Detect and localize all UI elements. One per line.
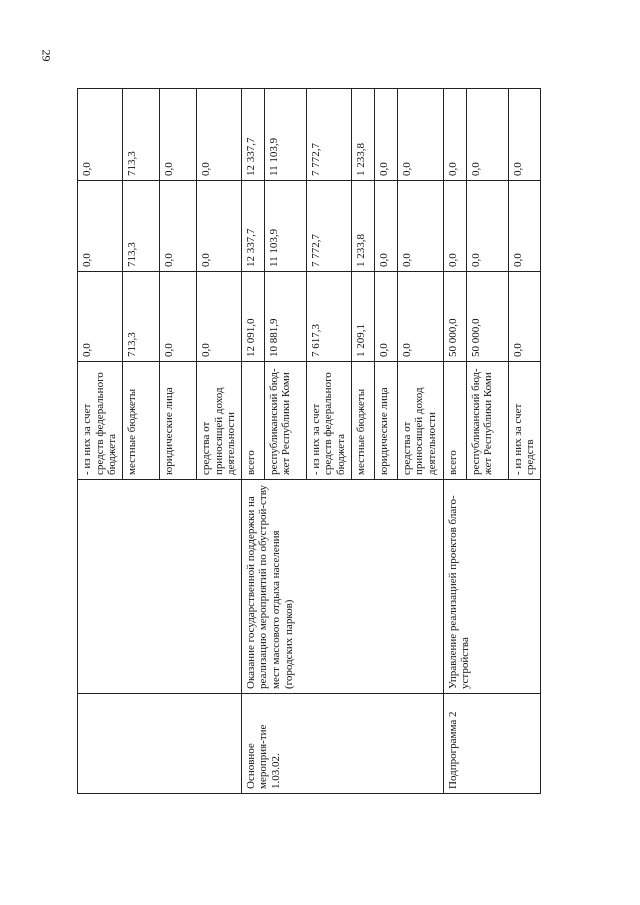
- source-cell: республиканский бюд-жет Республики Коми: [466, 362, 508, 480]
- source-cell: всего: [241, 362, 264, 480]
- source-cell: всего: [443, 362, 466, 480]
- page-number: 29: [39, 49, 54, 62]
- value-cell: 713,3: [122, 272, 159, 362]
- value-cell: 0,0: [374, 89, 397, 181]
- program-cell: Основное мероприя-тие 1.03.02.: [241, 694, 443, 794]
- value-cell: 50 000,0: [443, 272, 466, 362]
- value-cell: 0,0: [159, 181, 196, 272]
- value-cell: 0,0: [196, 181, 241, 272]
- value-cell: 1 233,8: [351, 181, 374, 272]
- value-cell: 0,0: [78, 272, 123, 362]
- table-row: [241, 89, 264, 794]
- value-cell: 0,0: [508, 181, 540, 272]
- value-cell: 11 103,9: [264, 181, 306, 272]
- value-cell: 12 091,0: [241, 272, 264, 362]
- source-cell: - из них за счет средств: [508, 362, 540, 480]
- table-row: [443, 89, 466, 794]
- source-cell: республиканский бюд-жет Республики Коми: [264, 362, 306, 480]
- program-cell: [78, 694, 242, 794]
- source-cell: юридические лица: [159, 362, 196, 480]
- value-cell: 0,0: [466, 181, 508, 272]
- source-cell: - из них за счет средств федерального бюджета: [306, 362, 351, 480]
- table-row: [78, 89, 123, 794]
- description-cell: Оказание государственной поддержки на реализацию мероприятий по обустрой-ству мест массового отдыха населения (городских парков): [241, 480, 443, 694]
- source-cell: юридические лица: [374, 362, 397, 480]
- rotated-table-container: [77, 89, 536, 794]
- source-cell: средства от приносящей доход деятельности: [196, 362, 241, 480]
- program-cell: Подпрограмма 2: [443, 694, 540, 794]
- budget-table: [77, 88, 541, 794]
- value-cell: 713,3: [122, 89, 159, 181]
- value-cell: 0,0: [159, 89, 196, 181]
- value-cell: 0,0: [78, 89, 123, 181]
- source-cell: местные бюджеты: [351, 362, 374, 480]
- value-cell: 0,0: [374, 272, 397, 362]
- value-cell: 12 337,7: [241, 89, 264, 181]
- value-cell: 7 772,7: [306, 181, 351, 272]
- value-cell: 0,0: [508, 89, 540, 181]
- value-cell: 0,0: [397, 272, 443, 362]
- source-cell: средства от приносящей доход деятельности: [397, 362, 443, 480]
- value-cell: 1 233,8: [351, 89, 374, 181]
- value-cell: 0,0: [159, 272, 196, 362]
- value-cell: 713,3: [122, 181, 159, 272]
- value-cell: 0,0: [466, 89, 508, 181]
- value-cell: 7 772,7: [306, 89, 351, 181]
- value-cell: 0,0: [443, 89, 466, 181]
- value-cell: 0,0: [196, 89, 241, 181]
- value-cell: 11 103,9: [264, 89, 306, 181]
- value-cell: 0,0: [508, 272, 540, 362]
- value-cell: 0,0: [397, 89, 443, 181]
- value-cell: 0,0: [397, 181, 443, 272]
- value-cell: 0,0: [196, 272, 241, 362]
- value-cell: 1 209,1: [351, 272, 374, 362]
- source-cell: - из них за счет средств федерального бюджета: [78, 362, 123, 480]
- value-cell: 50 000,0: [466, 272, 508, 362]
- source-cell: местные бюджеты: [122, 362, 159, 480]
- value-cell: 7 617,3: [306, 272, 351, 362]
- value-cell: 0,0: [443, 181, 466, 272]
- description-cell: [78, 480, 242, 694]
- description-cell: Управление реализацией проектов благо-устройства: [443, 480, 540, 694]
- value-cell: 0,0: [78, 181, 123, 272]
- value-cell: 0,0: [374, 181, 397, 272]
- value-cell: 12 337,7: [241, 181, 264, 272]
- value-cell: 10 881,9: [264, 272, 306, 362]
